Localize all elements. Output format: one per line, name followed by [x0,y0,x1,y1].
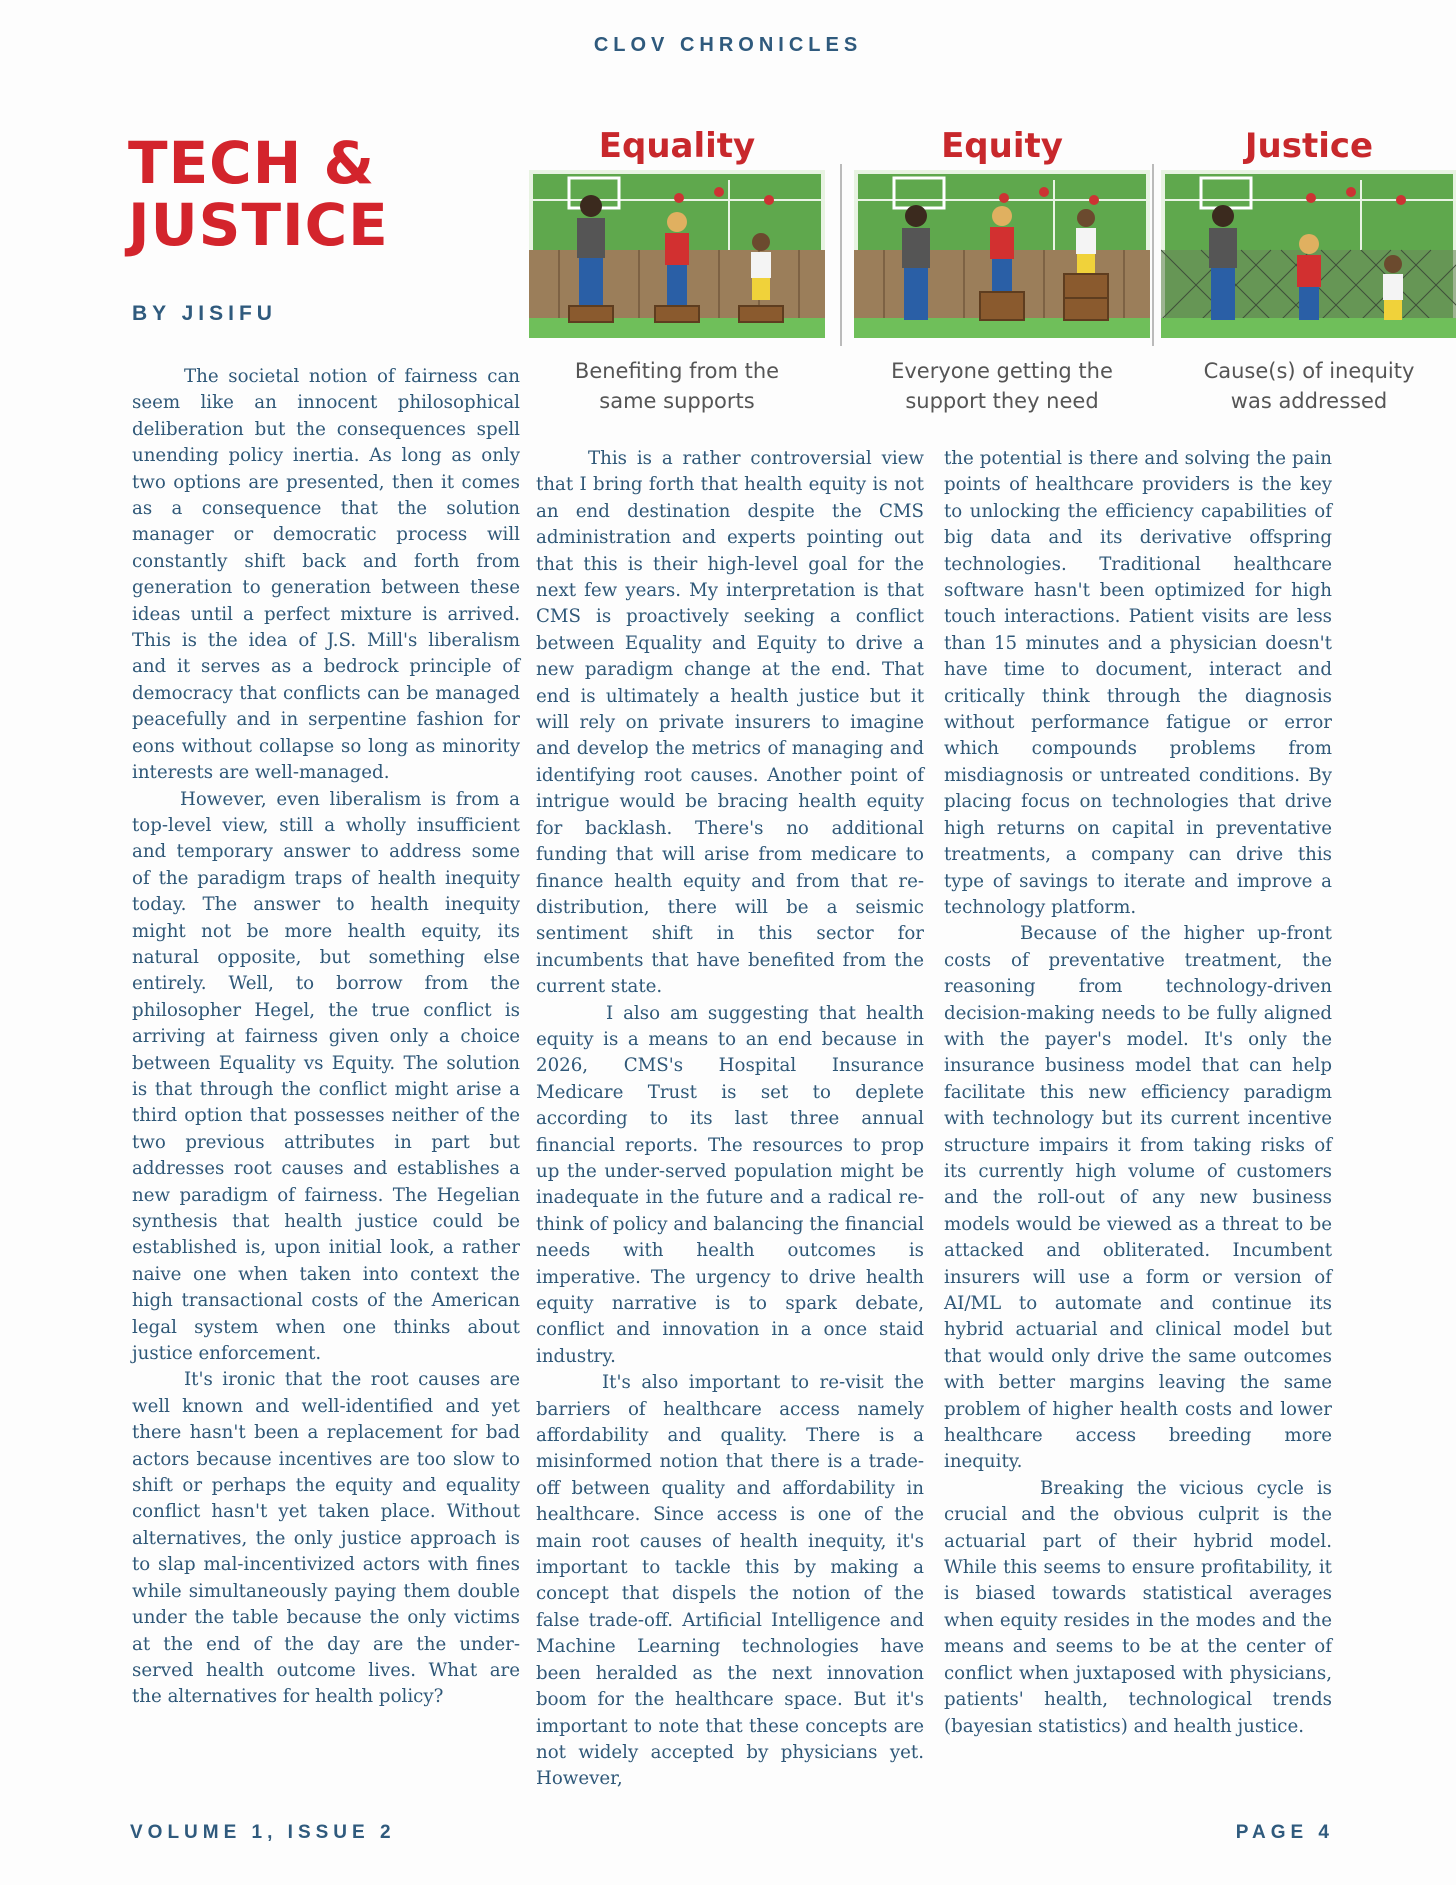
panel-caption [518,356,836,416]
paragraph: This is a rather controversial view that I bring forth that health equity is not an end destination despite the CMS administration and experts pointing out that this is their high-level goal for the next few years. My interpretation is that CMS is proactively seeking a conflict between Equality and Equity to drive a new paradigm change at the end. That end is ultimately a health justice but it will rely on private insurers to imagine and develop the metrics of managing and identifying root causes. Another point of intrigue would be bracing health equity for backlash. There's no additional funding that will arise from medicare to finance health equity and from that re-distribution, there will be a seismic sentiment shift in this sector for incumbents that have benefited from the current state. [536,448,924,998]
title-line-2: JUSTICE [128,191,389,259]
small-person-icon [1383,255,1403,320]
caption-line-1: Cause(s) of inequity [1203,359,1415,383]
small-person-icon [1076,209,1096,274]
masthead: CLOV CHRONICLES [593,34,863,56]
medium-person-icon [665,212,689,308]
panel-heading: Justice [1244,126,1374,166]
paragraph: I also am suggesting that health equity is a means to an end because in 2026, CMS's Hospital Insurance Medicare Trust is set to deplete according to its last three annual financial reports. The resources to prop up the under-served population might be inadequate in the future and a radical re-think of policy and balancing the financial needs with health outcomes is imperative. The urgency to drive health equity narrative is to spark debate, conflict and innovation in a once staid industry. [536,1002,924,1367]
justice-illustration [1161,170,1456,338]
panel-caption [843,356,1161,416]
body-column-2 [536,446,924,1793]
panel-heading: Equality [598,126,756,166]
byline: BY JISIFU [132,302,277,325]
panel-heading: Equity [941,126,1063,166]
small-person-icon [751,233,771,300]
medium-person-icon [990,206,1014,292]
equity-panel [843,126,1161,416]
body-column-3 [944,446,1332,1740]
panel-divider [840,164,842,346]
paragraph: However, even liberalism is from a top-level view, still a wholly insufficient and temporary answer to address some of the paradigm traps of health inequity today. The answer to health inequity might not be more health equity, its natural opposite, but something else entirely. Well, to borrow from the philosopher Hegel, the true conflict is arriving at fairness given only a choice between Equality vs Equity. The solution is that through the conflict might arise a third option that possesses neither of the two previous attributes in part but addresses root causes and establishes a new paradigm of fairness. The Hegelian synthesis that health justice could be established is, upon initial look, a rather naive one when taken into context the high transactional costs of the American legal system when one thinks about justice enforcement. [132,788,520,1365]
page-number: PAGE 4 [1235,1822,1334,1843]
caption-line-2: support they need [905,389,1099,413]
equity-illustration [854,170,1150,338]
medium-person-icon [1297,234,1321,320]
caption-line-1: Benefiting from the [574,359,780,383]
caption-line-2: same supports [599,389,755,413]
paragraph: Because of the higher up-front costs of preventative treatment, the reasoning from technology-driven decision-making needs to be fully aligned with the payer's model. It's only the insurance business model that can help facilitate this new efficiency paradigm with technology but its current incentive structure impairs it from taking risks of its currently high volume of customers and the roll-out of any new business models would be viewed as a threat to be attacked and obliterated. Incumbent insurers will use a form or version of AI/ML to automate and continue its hybrid actuarial and clinical model but that would only drive the same outcomes with better margins leaving the same problem of higher health costs and lower healthcare access breeding more inequity. [944,923,1332,1473]
caption-line-2: was addressed [1230,389,1388,413]
paragraph: It's also important to re-visit the barriers of healthcare access namely affordability and quality. There is a misinformed notion that there is a trade-off between quality and affordability in healthcare. Since access is one of the main root causes of health inequity, it's important to tackle this by making a concept that dispels the notion of the false trade-off. Artificial Intelligence and Machine Learning technologies have been heralded as the next innovation boom for the healthcare space. But it's important to note that these concepts are not widely accepted by physicians yet. However, [536,1372,924,1790]
caption-line-1: Everyone getting the [891,359,1113,383]
title-line-1: TECH & [128,129,376,197]
article-title [128,129,389,259]
paragraph: It's ironic that the root causes are well known and well-identified and yet there hasn't been a replacement for bad actors because incentives are too slow to shift or perhaps the equity and equality conflict hasn't yet taken place. Without alternatives, the only justice approach is to slap mal-incentivized actors with fines while simultaneously paying them double under the table because the only victims at the end of the day are the under-served health outcome lives. What are the alternatives for health policy? [132,1369,520,1708]
equality-panel [518,126,836,416]
paragraph: Breaking the vicious cycle is crucial and the obvious culprit is the actuarial part of their hybrid model. While this seems to ensure profitability, it is biased towards statistical averages when equity resides in the modes and the means and seems to be at the center of conflict when juxtaposed with physicians, patients' health, technological trends (bayesian statistics) and health justice. [944,1477,1332,1737]
volume-issue: VOLUME 1, ISSUE 2 [130,1822,396,1843]
body-column-1 [132,364,520,1711]
equality-illustration [529,170,825,338]
paragraph: The societal notion of fairness can seem like an innocent philosophical deliberation but the consequences spell unending policy inertia. As long as only two options are presented, then it comes as a consequence that the solution manager or democratic process will constantly shift back and forth from generation to generation between these ideas until a perfect mixture is arrived. This is the idea of J.S. Mill's liberalism and it serves as a bedrock principle of democracy that conflicts can be managed peacefully and in serpentine fashion for eons without collapse so long as minority interests are well-managed. [132,366,520,784]
panel-caption [1150,356,1456,416]
justice-panel [1150,126,1456,416]
paragraph: the potential is there and solving the pain points of healthcare providers is the key to unlocking the efficiency capabilities of big data and its derivative offspring technologies. Traditional healthcare software hasn't been optimized for high touch interactions. Patient visits are less than 15 minutes and a physician doesn't have time to document, interact and critically think through the diagnosis without performance fatigue or error which compounds problems from misdiagnosis or untreated conditions. By placing focus on technologies that drive high returns on capital in preventative treatments, a company can drive this type of savings to iterate and improve a technology platform. [944,448,1332,918]
